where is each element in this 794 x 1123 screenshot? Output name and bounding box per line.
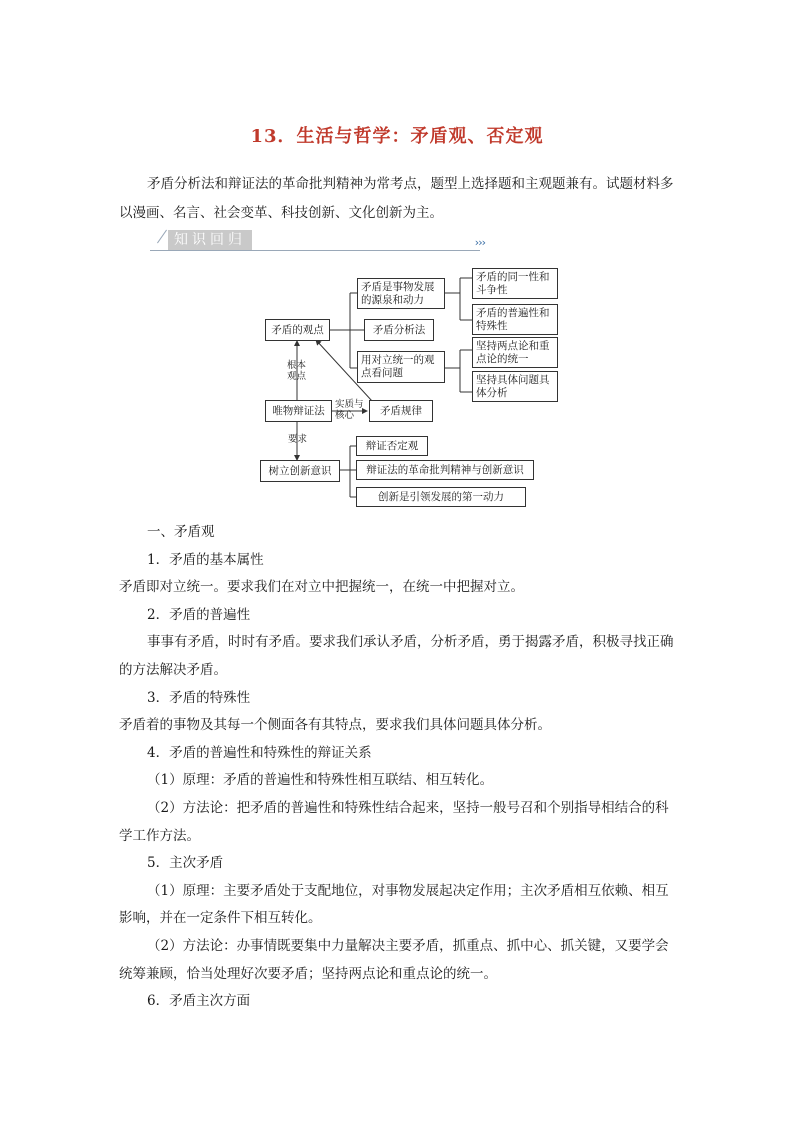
node-materialist-dialectics: 唯物辩证法: [265, 400, 332, 422]
label-essence-core: 实质与核心: [335, 399, 364, 421]
node-innovation-awareness: 树立创新意识: [260, 460, 340, 482]
main-content: [119, 519, 679, 1016]
section-heading: 一、矛盾观: [147, 524, 215, 540]
node-source-and-motive: 矛盾是事物发展的源泉和动力: [357, 278, 445, 309]
node-revolutionary-critical-spirit: 辩证法的革命批判精神与创新意识: [356, 460, 534, 480]
banner-underline: [150, 250, 480, 251]
subsection-title: 2．矛盾的普遍性: [147, 606, 251, 623]
subsection-text: 矛盾即对立统一。要求我们在对立中把握统一，在统一中把握对立。: [119, 579, 524, 596]
label-requirement: 要求: [288, 434, 308, 445]
section-banner-label: 知识回归: [168, 230, 252, 250]
node-identity-and-struggle: 矛盾的同一性和斗争性: [472, 268, 558, 299]
node-universality-particularity: 矛盾的普遍性和特殊性: [472, 304, 558, 335]
node-contradiction-view: 矛盾的观点: [265, 319, 330, 341]
concept-map: [262, 268, 562, 516]
subsection-title: 5．主次矛盾: [147, 855, 224, 872]
banner-slash-decoration: [157, 230, 167, 244]
methodology-text: （2）方法论：办事情既要集中力量解决主要矛盾，抓重点、抓中心、抓关键，又要学会统筹兼顾，恰当处理好次要矛盾；坚持两点论和重点论的统一。: [119, 937, 669, 982]
subsection-text: 矛盾着的事物及其每一个侧面各有其特点，要求我们具体问题具体分析。: [119, 717, 551, 734]
node-first-driving-force: 创新是引领发展的第一动力: [356, 487, 526, 507]
node-contradiction-analysis: 矛盾分析法: [364, 319, 434, 341]
methodology-text: （2）方法论：把矛盾的普遍性和特殊性结合起来，坚持一般号召和个别指导相结合的科学工作方法。: [119, 799, 669, 844]
subsection-title: 3．矛盾的特殊性: [147, 689, 251, 706]
principle-text: （1）原理：矛盾的普遍性和特殊性相互联结、相互转化。: [147, 772, 494, 789]
subsection-title: 6．矛盾主次方面: [147, 993, 251, 1010]
node-contradiction-law: 矛盾规律: [369, 400, 433, 422]
node-unity-of-opposites: 用对立统一的观点看问题: [357, 351, 445, 383]
subsection-text: 事事有矛盾，时时有矛盾。要求我们承认矛盾，分析矛盾，勇于揭露矛盾，积极寻找正确的方法解决矛盾。: [119, 634, 674, 678]
page-title: 13．生活与哲学：矛盾观、否定观: [250, 126, 544, 147]
node-two-point-key-point: 坚持两点论和重点论的统一: [472, 337, 558, 368]
chevron-right-icon: ›››: [474, 236, 485, 249]
node-concrete-analysis: 坚持具体问题具体分析: [472, 371, 558, 402]
section-banner: [150, 230, 485, 256]
label-fundamental-view: 根本观点: [287, 360, 307, 382]
intro-paragraph: 矛盾分析法和辩证法的革命批判精神为常考点，题型上选择题和主观题兼有。试题材料多以漫画、名言、社会变革、科技创新、文化创新为主。: [119, 176, 674, 221]
principle-text: （1）原理：主要矛盾处于支配地位，对事物发展起决定作用；主次矛盾相互依赖、相互影响，并在一定条件下相互转化。: [119, 882, 669, 927]
subsection-title: 1．矛盾的基本属性: [147, 551, 264, 568]
subsection-title: 4．矛盾的普遍性和特殊性的辩证关系: [147, 744, 372, 761]
node-dialectical-negation: 辩证否定观: [356, 436, 428, 456]
